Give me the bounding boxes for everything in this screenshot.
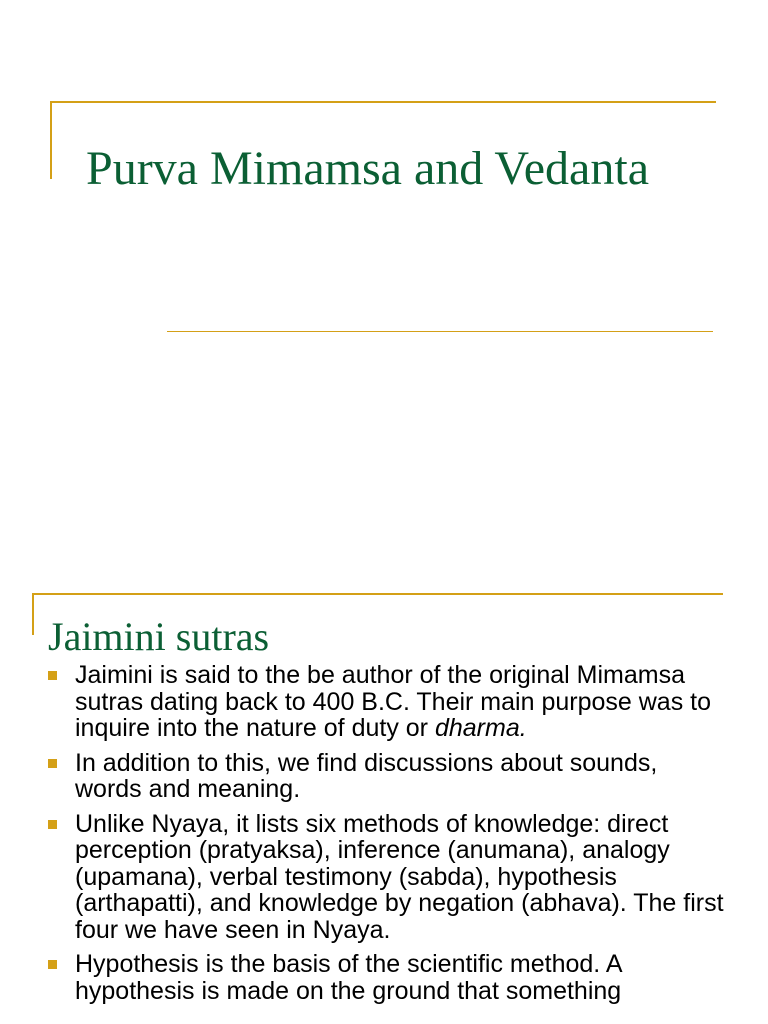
slide-heading: Jaimini sutras — [48, 614, 270, 659]
bullet-text: Unlike Nyaya, it lists six methods of knowledge: direct perception (pratyaksa), inference (anumana), analogy (upamana), verbal testimony (sabda), hypothesis (arthapatti), and knowledge by negation (abhava). The first four we have seen in Nyaya. — [75, 809, 724, 944]
bullet-text: Jaimini is said to the be author of the original Mimamsa sutras dating back to 400 B.C. Their main purpose was to inquire into the nature of duty or — [75, 661, 711, 742]
bullet-item — [48, 662, 728, 742]
title-slide-left-rule — [50, 101, 52, 179]
bullet-item — [48, 750, 728, 803]
bullet-item — [48, 811, 728, 944]
square-bullet-icon — [48, 759, 57, 768]
title-slide-bottom-rule — [167, 331, 713, 332]
content-slide — [0, 560, 768, 1024]
square-bullet-icon — [48, 671, 57, 680]
bullet-emphasis: dharma. — [434, 714, 527, 742]
slide-title: Purva Mimamsa and Vedanta — [86, 142, 649, 195]
bullet-text: In addition to this, we find discussions about sounds, words and meaning. — [75, 748, 658, 803]
content-slide-top-rule — [32, 593, 723, 595]
square-bullet-icon — [48, 820, 57, 829]
square-bullet-icon — [48, 960, 57, 969]
title-slide-top-rule — [50, 101, 716, 103]
bullet-text: Hypothesis is the basis of the scientific method. A hypothesis is made on the ground that something — [75, 950, 622, 1005]
bullet-item — [48, 951, 728, 1004]
content-slide-left-rule — [32, 593, 34, 635]
bullet-list — [48, 662, 728, 1012]
